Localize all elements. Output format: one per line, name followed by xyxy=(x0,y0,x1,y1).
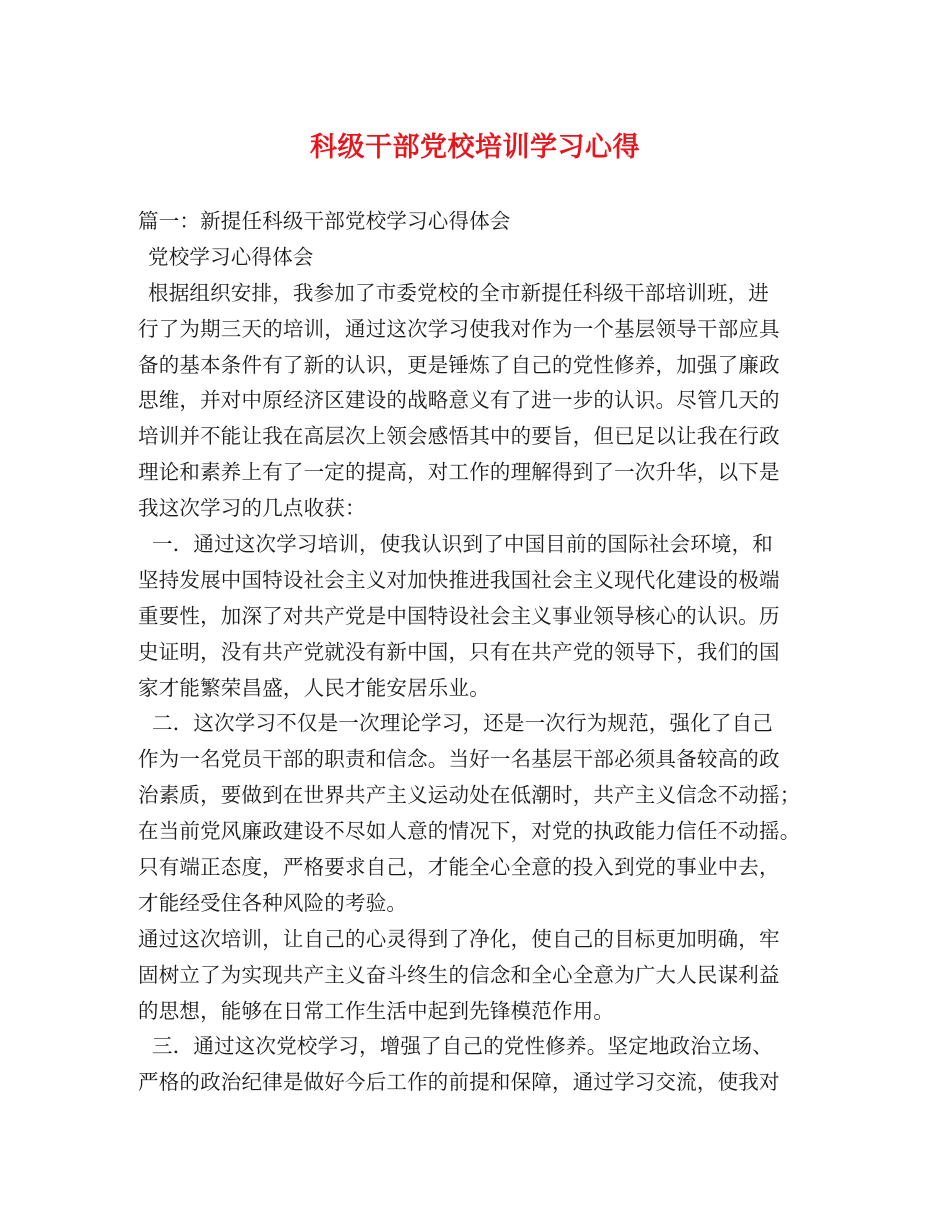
body-line: 理论和素养上有了一定的提高，对工作的理解得到了一次升华，以下是 xyxy=(138,460,780,485)
document-body xyxy=(138,204,828,1101)
body-line: 我这次学习的几点收获： xyxy=(138,496,366,521)
body-line: 治素质，要做到在世界共产主义运动处在低潮时，共产主义信念不动摇； xyxy=(138,783,801,808)
body-line: 思维，并对中原经济区建设的战略意义有了进一步的认识。尽管几天的 xyxy=(138,388,780,413)
body-line: 根据组织安排，我参加了市委党校的全市新提任科级干部培训班，进 xyxy=(148,280,769,305)
body-line: 严格的政治纪律是做好今后工作的前提和保障，通过学习交流，使我对 xyxy=(138,1070,780,1095)
body-line: 在当前党风廉政建设不尽如人意的情况下，对党的执政能力信任不动摇。 xyxy=(138,819,801,844)
body-line: 备的基本条件有了新的认识，更是锤炼了自己的党性修养，加强了廉政 xyxy=(138,352,780,377)
body-line: 固树立了为实现共产主义奋斗终生的信念和全心全意为广大人民谋利益 xyxy=(138,962,780,987)
document-title: 科级干部党校培训学习心得 xyxy=(310,132,640,163)
body-line: 三．通过这次党校学习，增强了自己的党性修养。坚定地政治立场、 xyxy=(152,1034,773,1059)
body-line: 史证明，没有共产党就没有新中国，只有在共产党的领导下，我们的国 xyxy=(138,639,780,664)
body-line: 二．这次学习不仅是一次理论学习，还是一次行为规范，强化了自己 xyxy=(152,711,773,736)
body-line: 一．通过这次学习培训，使我认识到了中国目前的国际社会环境，和 xyxy=(152,532,773,557)
body-line: 重要性，加深了对共产党是中国特设社会主义事业领导核心的认识。历 xyxy=(138,603,780,628)
body-line: 只有端正态度，严格要求自己，才能全心全意的投入到党的事业中去， xyxy=(138,855,780,880)
body-line: 才能经受住各种风险的考验。 xyxy=(138,890,408,915)
body-line: 家才能繁荣昌盛，人民才能安居乐业。 xyxy=(138,675,490,700)
body-line: 行了为期三天的培训，通过这次学习使我对作为一个基层领导干部应具 xyxy=(138,316,780,341)
body-line: 党校学习心得体会 xyxy=(148,244,314,269)
body-line: 培训并不能让我在高层次上领会感悟其中的要旨，但已足以让我在行政 xyxy=(138,424,780,449)
body-line: 通过这次培训，让自己的心灵得到了净化，使自己的目标更加明确，牢 xyxy=(138,926,780,951)
body-line: 的思想，能够在日常工作生活中起到先锋模范作用。 xyxy=(138,998,615,1023)
body-line: 作为一名党员干部的职责和信念。当好一名基层干部必须具备较高的政 xyxy=(138,747,780,772)
body-line: 坚持发展中国特设社会主义对加快推进我国社会主义现代化建设的极端 xyxy=(138,567,780,592)
body-line: 篇一：新提任科级干部党校学习心得体会 xyxy=(138,209,511,233)
